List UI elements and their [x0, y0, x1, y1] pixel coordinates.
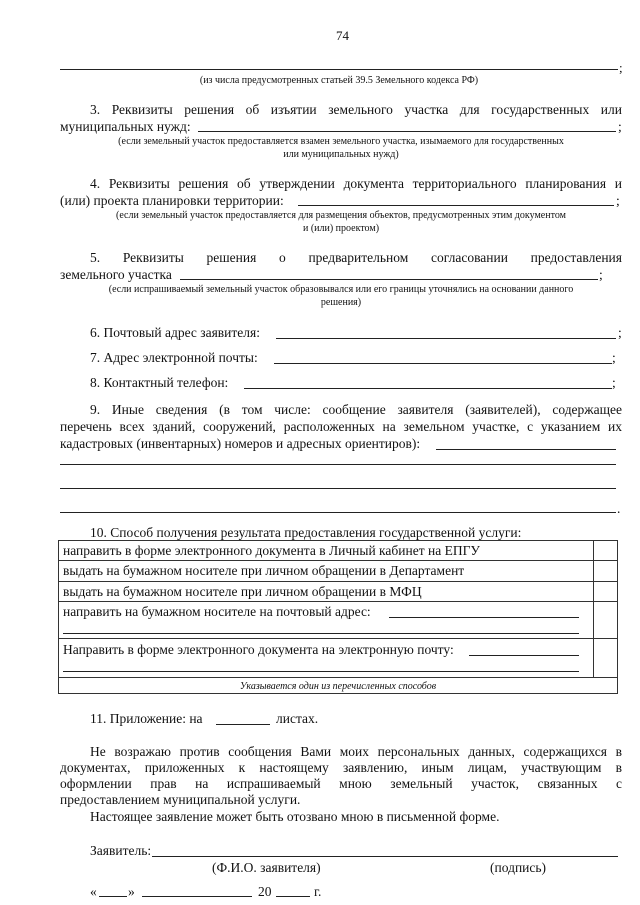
- item5-semicolon: ;: [599, 267, 603, 282]
- item9-line1: 9. Иные сведения (в том числе: сообщение заявителя (заявителей), содержащее: [90, 402, 622, 417]
- postal-option-field-1[interactable]: [389, 617, 579, 618]
- item9-period: .: [617, 501, 621, 516]
- option-department[interactable]: выдать на бумажном носителе при личном обращении в Департамент: [63, 563, 465, 578]
- consent-line2: документах, приложенных к настоящему заявлению, иным лицам, участвующим в: [60, 760, 622, 775]
- item5-caption1: (если испрашиваемый земельный участок образовывался или его границы уточнялись на основании данного: [108, 284, 574, 295]
- date-quote-close: »: [128, 884, 135, 899]
- item3-line1: 3. Реквизиты решения об изъятии земельного участка для государственных или: [90, 102, 622, 117]
- item9-field-4[interactable]: [60, 512, 616, 513]
- date-quote-open: «: [90, 884, 97, 899]
- date-day-field[interactable]: [99, 896, 127, 897]
- option-mfc[interactable]: выдать на бумажном носителе при личном обращении в МФЦ: [63, 584, 422, 599]
- item6-label: 6. Почтовый адрес заявителя:: [90, 325, 260, 340]
- date-year-suffix: г.: [314, 884, 322, 899]
- phone-field[interactable]: [244, 388, 612, 389]
- item5-line2: земельного участка: [60, 267, 172, 282]
- postal-option-field-2[interactable]: [63, 633, 579, 634]
- fio-caption: (Ф.И.О. заявителя): [212, 860, 321, 875]
- date-year-field[interactable]: [276, 896, 310, 897]
- sign-caption: (подпись): [490, 860, 547, 875]
- email-option-field-1[interactable]: [469, 655, 579, 656]
- option-postal[interactable]: направить на бумажном носителе на почтовый адрес:: [63, 604, 371, 619]
- item9-field-2[interactable]: [60, 464, 616, 465]
- item4-semicolon: ;: [616, 193, 620, 208]
- page-number: 74: [336, 28, 349, 43]
- item7-label: 7. Адрес электронной почты:: [90, 350, 258, 365]
- item3-field[interactable]: [198, 131, 616, 132]
- item3-caption1: (если земельный участок предоставляется взамен земельного участка, изымаемого для государственных: [118, 136, 564, 147]
- item4-caption1: (если земельный участок предоставляется для размещения объектов, предусмотренных этим документом: [116, 210, 566, 221]
- item8-label: 8. Контактный телефон:: [90, 375, 229, 390]
- item9-field-1[interactable]: [436, 449, 616, 450]
- delivery-method-table: [58, 540, 618, 694]
- item3-caption2: или муниципальных нужд): [283, 149, 399, 160]
- signature-label: Заявитель:: [90, 843, 152, 858]
- item7-semicolon: ;: [612, 350, 616, 365]
- item8-semicolon: ;: [612, 375, 616, 390]
- item11-label: 11. Приложение: на: [90, 711, 203, 726]
- item4-field[interactable]: [298, 205, 614, 206]
- email-option-field-2[interactable]: [63, 671, 579, 672]
- item5-caption2: решения): [320, 297, 362, 308]
- consent-line1: Не возражаю против сообщения Вами моих персональных данных, содержащихся в: [90, 744, 622, 759]
- top-line: [60, 69, 618, 70]
- option-epgu[interactable]: направить в форме электронного документа в Личный кабинет на ЕПГУ: [63, 543, 480, 558]
- item11-suffix: листах.: [276, 711, 319, 726]
- top-semicolon: ;: [619, 60, 623, 75]
- postal-address-field[interactable]: [276, 338, 616, 339]
- item9-line3: кадастровых (инвентарных) номеров и адресных ориентиров):: [60, 436, 421, 451]
- attachment-sheets-field[interactable]: [216, 724, 270, 725]
- consent-line4: предоставлением муниципальной услуги.: [60, 792, 301, 807]
- email-field[interactable]: [274, 363, 612, 364]
- item4-caption2: и (или) проектом): [302, 223, 380, 234]
- item5-line1: 5. Реквизиты решения о предварительном согласовании предоставления: [90, 250, 622, 265]
- item10-title: 10. Способ получения результата предоставления государственной услуги:: [90, 525, 522, 540]
- consent-line5: Настоящее заявление может быть отозвано мною в письменной форме.: [90, 809, 500, 824]
- item9-line2: перечень всех зданий, сооружений, расположенных на земельном участке, с указанием их: [60, 419, 622, 434]
- item3-semicolon: ;: [618, 119, 622, 134]
- date-month-field[interactable]: [142, 896, 252, 897]
- item4-line1: 4. Реквизиты решения об утверждении документа территориального планирования и: [90, 176, 622, 191]
- applicant-field[interactable]: [152, 856, 618, 857]
- top-caption: (из числа предусмотренных статьей 39.5 Земельного кодекса РФ): [199, 75, 479, 86]
- item3-line2: муниципальных нужд:: [60, 119, 191, 134]
- item9-field-3[interactable]: [60, 488, 616, 489]
- date-year-prefix: 20: [258, 884, 272, 899]
- item4-line2: (или) проекта планировки территории:: [60, 193, 284, 208]
- consent-line3: оформлении прав на испрашиваемый мною земельный участок, связанных с: [60, 776, 622, 791]
- option-email[interactable]: Направить в форме электронного документа на электронную почту:: [63, 642, 454, 657]
- table-footer-note: Указывается один из перечисленных способов: [239, 681, 437, 692]
- item6-semicolon: ;: [618, 325, 622, 340]
- item5-field[interactable]: [180, 279, 598, 280]
